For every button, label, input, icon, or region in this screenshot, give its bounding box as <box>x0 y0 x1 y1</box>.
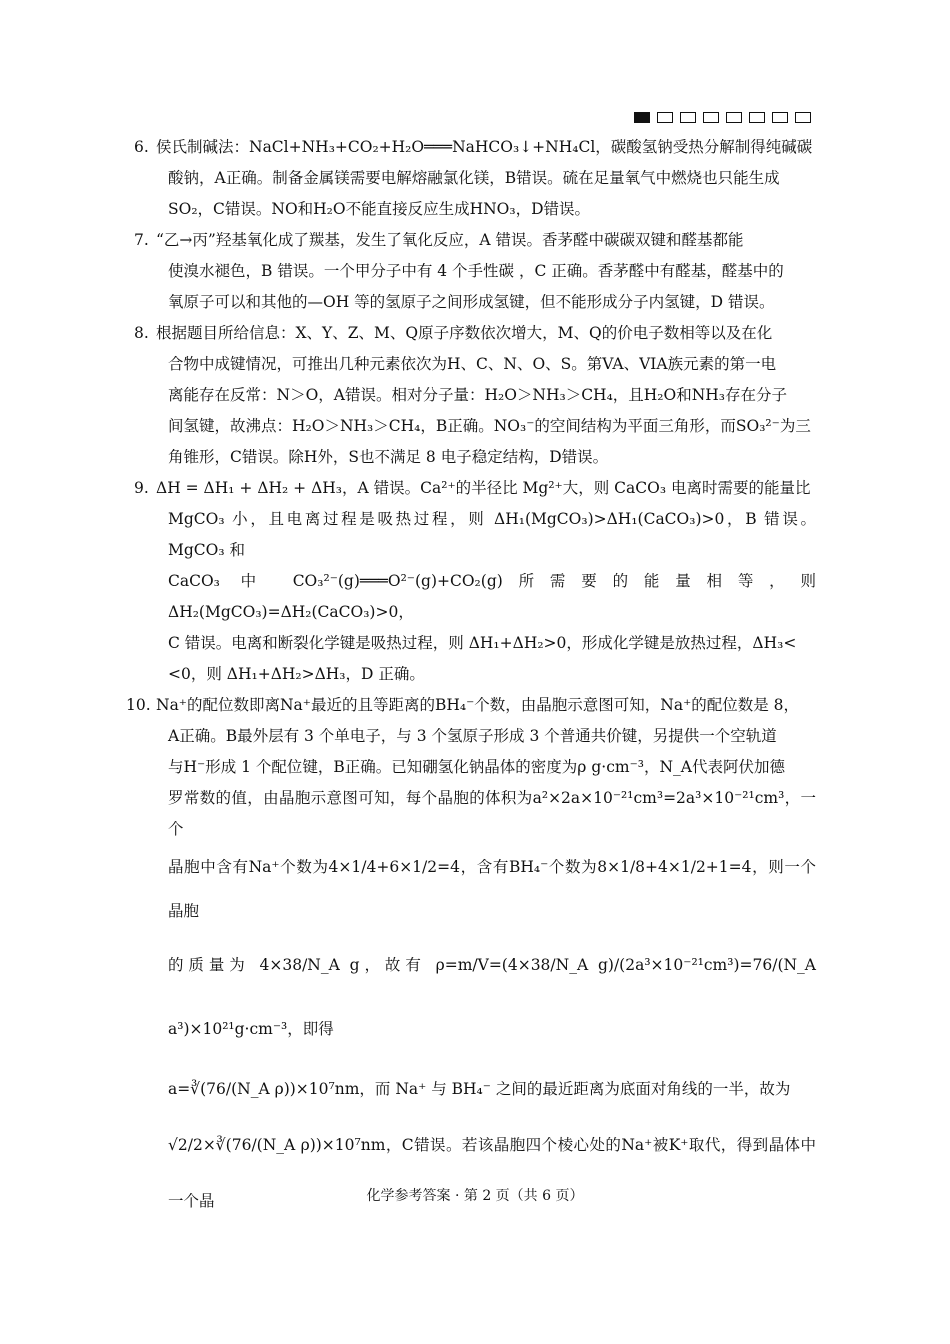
item-line: 合物中成键情况，可推出几种元素依次为H、C、N、O、S。第VA、VIA族元素的第一电 <box>168 355 777 373</box>
progress-mark-empty <box>749 112 765 123</box>
item-line: <0，则 ΔH₁+ΔH₂>ΔH₃，D 正确。 <box>168 665 425 683</box>
item-number: 8. <box>134 324 149 342</box>
answer-item-6 <box>134 132 816 225</box>
progress-mark-empty <box>772 112 788 123</box>
item-line: a=∛(76/(N_A ρ))×10⁷nm，而 Na⁺ 与 BH₄⁻ 之间的最近距离为底面对角线的一半，故为 <box>168 1080 791 1098</box>
item-line: A正确。B最外层有 3 个单电子，与 3 个氢原子形成 3 个普通共价键，另提供一个空轨道 <box>168 727 777 745</box>
answer-item-9 <box>134 473 816 690</box>
item-line: ΔH = ΔH₁ + ΔH₂ + ΔH₃，A 错误。Ca²⁺的半径比 Mg²⁺大，则 CaCO₃ 电离时需要的能量比 <box>156 479 811 497</box>
item-line: 的质量为 4×38/N_A g，故有 ρ=m/V=(4×38/N_A g)/(2a³×10⁻²¹cm³)=76/(N_A a³)×10²¹g·cm⁻³，即得 <box>168 956 816 1038</box>
progress-mark-filled <box>634 112 650 123</box>
item-number: 7. <box>134 231 149 249</box>
item-line: C 错误。电离和断裂化学键是吸热过程，则 ΔH₁+ΔH₂>0，形成化学键是放热过程，ΔH₃< <box>168 634 797 652</box>
item-line: 使溴水褪色，B 错误。一个甲分子中有 4 个手性碳 ，C 正确。香茅醛中有醛基，醛基中的 <box>168 262 784 280</box>
item-line: 氧原子可以和其他的—OH 等的氢原子之间形成氢键，但不能形成分子内氢键，D 错误。 <box>168 293 775 311</box>
item-line: 与H⁻形成 1 个配位键，B正确。已知硼氢化钠晶体的密度为ρ g·cm⁻³，N_A代表阿伏加德 <box>168 758 785 776</box>
item-line: Na⁺的配位数即离Na⁺最近的且等距离的BH₄⁻个数，由晶胞示意图可知，Na⁺的配位数是 8， <box>156 696 800 714</box>
item-line: 间氢键，故沸点：H₂O＞NH₃＞CH₄，B正确。NO₃⁻的空间结构为平面三角形，而SO₃²⁻为三 <box>168 417 811 435</box>
item-line: 侯氏制碱法：NaCl+NH₃+CO₂+H₂O═══NaHCO₃↓+NH₄Cl，碳酸氢钠受热分解制得纯碱碳 <box>156 138 813 156</box>
progress-mark-empty <box>657 112 673 123</box>
item-number: 10. <box>126 696 151 714</box>
item-line: 离能存在反常：N＞O，A错误。相对分子量：H₂O＞NH₃＞CH₄，且H₂O和NH₃存在分子 <box>168 386 788 404</box>
item-line: MgCO₃ 小，且电离过程是吸热过程，则 ΔH₁(MgCO₃)>ΔH₁(CaCO₃)>0，B 错误。MgCO₃ 和 <box>168 510 816 559</box>
progress-mark-empty <box>703 112 719 123</box>
page-progress-marks <box>634 112 811 123</box>
item-line: 罗常数的值，由晶胞示意图可知，每个晶胞的体积为a²×2a×10⁻²¹cm³=2a³×10⁻²¹cm³，一个 <box>168 789 816 838</box>
item-line: 晶胞中含有Na⁺个数为4×1/4+6×1/2=4，含有BH₄⁻个数为8×1/8+4×1/2+1=4，则一个晶胞 <box>168 858 816 920</box>
item-line: 酸钠，A正确。制备金属镁需要电解熔融氯化镁，B错误。硫在足量氧气中燃烧也只能生成 <box>168 169 780 187</box>
item-line: SO₂，C错误。NO和H₂O不能直接反应生成HNO₃，D错误。 <box>168 200 591 218</box>
progress-mark-empty <box>680 112 696 123</box>
progress-mark-empty <box>726 112 742 123</box>
answer-content <box>126 132 816 1229</box>
answer-item-7 <box>134 225 816 318</box>
item-line: √2/2×∛(76/(N_A ρ))×10⁷nm，C错误。若该晶胞四个棱心处的Na⁺被K⁺取代，得到晶体中一个晶 <box>168 1136 816 1210</box>
answer-item-10 <box>126 690 816 1229</box>
item-line: 根据题目所给信息：X、Y、Z、M、Q原子序数依次增大，M、Q的价电子数相等以及在化 <box>156 324 773 342</box>
page-footer: 化学参考答案 · 第 2 页（共 6 页） <box>366 1188 584 1204</box>
item-number: 6. <box>134 138 149 156</box>
progress-mark-empty <box>795 112 811 123</box>
item-line: CaCO₃ 中 CO₃²⁻(g)═══O²⁻(g)+CO₂(g)所需要的能量相等，则 ΔH₂(MgCO₃)=ΔH₂(CaCO₃)>0， <box>168 572 816 621</box>
item-line: “乙→丙”羟基氧化成了羰基，发生了氧化反应，A 错误。香茅醛中碳碳双键和醛基都能 <box>156 231 744 249</box>
item-number: 9. <box>134 479 149 497</box>
item-line: 角锥形，C错误。除H外，S也不满足 8 电子稳定结构，D错误。 <box>168 448 609 466</box>
answer-item-8 <box>134 318 816 473</box>
